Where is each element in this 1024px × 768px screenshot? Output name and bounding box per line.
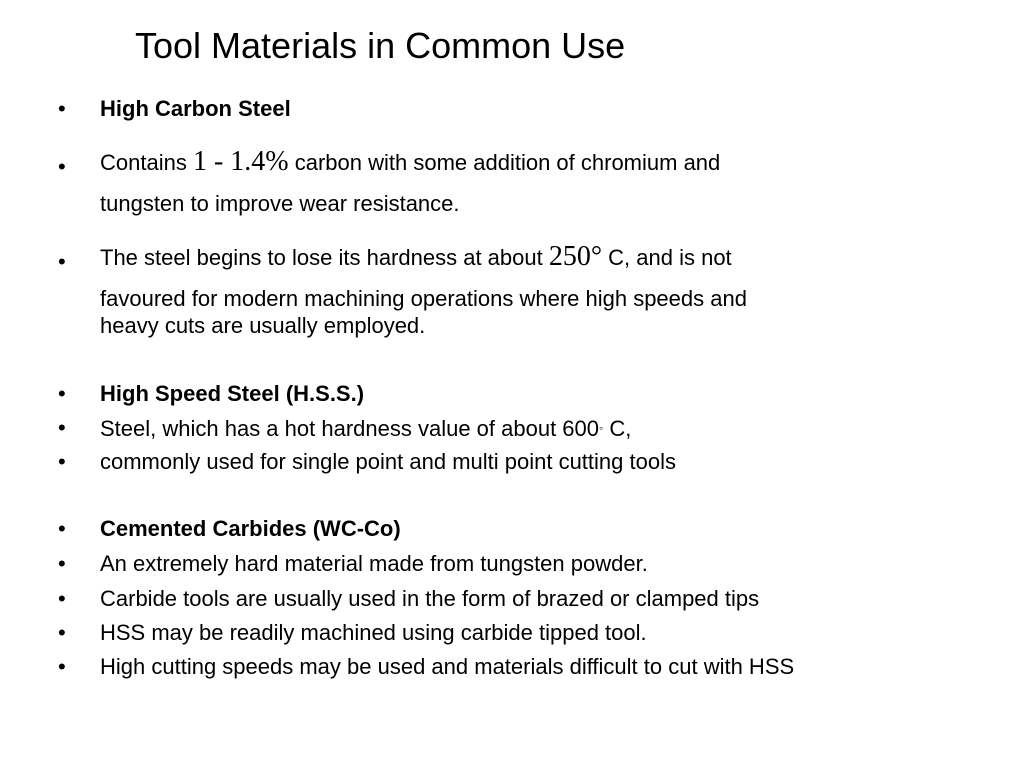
hardness-line-2: favoured for modern machining operations where high speeds and [100, 286, 747, 311]
cc-item-1: An extremely hard material made from tungsten powder. [100, 551, 648, 576]
bullet-icon: • [58, 154, 66, 179]
cc-item-2: Carbide tools are usually used in the form of brazed or clamped tips [100, 586, 760, 611]
bullet-icon: • [58, 654, 66, 679]
hardness-line-1 [100, 241, 732, 272]
cc-heading: Cemented Carbides (WC-Co) [100, 516, 401, 541]
bullet-icon: • [58, 586, 66, 611]
carbon-range: 1 - 1.4% [192, 146, 289, 177]
hss-hot-post: C, [603, 416, 632, 441]
hss-heading: High Speed Steel (H.S.S.) [100, 381, 365, 406]
contains-line-2: tungsten to improve wear resistance. [100, 191, 460, 216]
bullet-icon: • [58, 449, 66, 474]
cc-item-3: HSS may be readily machined using carbide tipped tool. [100, 620, 647, 645]
hardness-line-3: heavy cuts are usually employed. [100, 313, 426, 338]
bullet-icon: • [58, 381, 66, 406]
hss-hot-hardness [100, 416, 631, 441]
bullet-icon: • [58, 516, 66, 541]
hardness-pre: The steel begins to lose its hardness at about [100, 245, 549, 270]
bullet-icon: • [58, 551, 66, 576]
hcs-heading: High Carbon Steel [100, 96, 291, 121]
contains-post: carbon with some addition of chromium and [288, 150, 721, 175]
cc-item-4: High cutting speeds may be used and materials difficult to cut with HSS [100, 654, 795, 679]
temperature-250: 250° [548, 241, 603, 272]
bullet-icon: • [58, 96, 66, 121]
contains-pre: Contains [100, 150, 193, 175]
degree-symbol: ◦ [599, 421, 604, 435]
hss-hot-pre: Steel, which has a hot hardness value of about 600 [100, 416, 600, 441]
bullet-icon: • [58, 620, 66, 645]
hardness-post: C, and is not [602, 245, 732, 270]
slide-title: Tool Materials in Common Use [135, 25, 626, 66]
bullet-icon: • [58, 415, 66, 440]
bullet-icon: • [58, 249, 66, 274]
hss-use: commonly used for single point and multi point cutting tools [100, 449, 676, 474]
contains-line-1 [100, 146, 721, 177]
